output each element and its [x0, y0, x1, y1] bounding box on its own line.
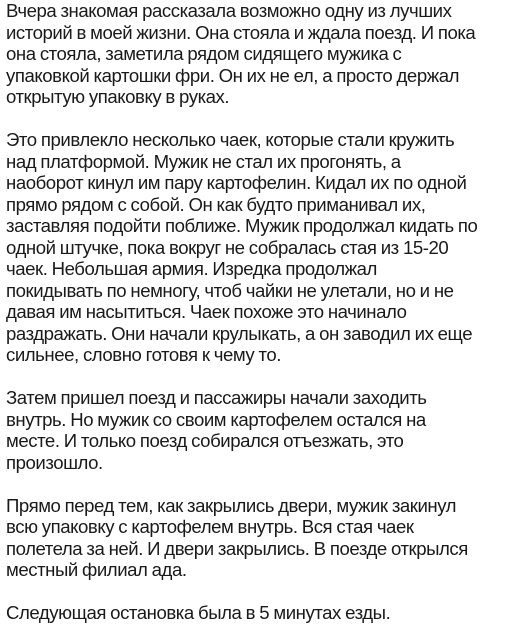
- text-line: сильнее, словно готовя к чему то.: [6, 344, 281, 365]
- text-line: раздражать. Они начали крулыкать, а он заводил их еще: [6, 322, 473, 344]
- text-line: одной штучке, пока вокруг не собралась стая из 15-20: [6, 236, 449, 258]
- text-line: полетела за ней. И двери закрылись. В поезде открылся: [6, 537, 468, 559]
- text-line: прямо рядом с собой. Он как будто приманивал их,: [6, 193, 426, 215]
- text-line: покидывать по немногу, чтоб чайки не улетали, но и не: [6, 279, 454, 301]
- paragraph-5: [6, 602, 504, 624]
- paragraph-1: [6, 0, 504, 108]
- text-line: историй в моей жизни. Она стояла и ждала поезд. И пока: [6, 21, 476, 43]
- text-line: заставляя подойти поближе. Мужик продолжал кидать по: [6, 215, 478, 236]
- text-line: над платформой. Мужик не стал их прогонять, а: [6, 150, 401, 172]
- text-line: местный филиал ада.: [6, 559, 187, 580]
- text-line: упаковкой картошки фри. Он их не ел, а просто держал: [6, 64, 459, 86]
- text-line: всю упаковку с картофелем внутрь. Вся стая чаек: [6, 516, 414, 537]
- paragraph-2: [6, 129, 504, 366]
- text-line: открытую упаковку в руках.: [6, 86, 230, 107]
- text-line: Вчера знакомая рассказала возможно одну из лучших: [6, 0, 452, 21]
- text-line: она стояла, заметила рядом сидящего мужика с: [6, 43, 402, 64]
- paragraph-3: [6, 387, 504, 473]
- text-line: Затем пришел поезд и пассажиры начали заходить: [6, 387, 427, 408]
- text-line: месте. И только поезд собирался отъезжать, это: [6, 430, 404, 451]
- paragraph-4: [6, 495, 504, 581]
- text-line: произошло.: [6, 451, 103, 473]
- text-line: Это привлекло несколько чаек, которые стали кружить: [6, 129, 455, 150]
- text-line: внутрь. Но мужик со своим картофелем остался на: [6, 408, 426, 430]
- paragraph-gap: [6, 366, 504, 388]
- paragraph-gap: [6, 473, 504, 495]
- text-line: Следующая остановка была в 5 минутах езды.: [6, 602, 391, 623]
- text-line: давая им насытиться. Чаек похоже это начинало: [6, 301, 407, 322]
- paragraph-gap: [6, 108, 504, 130]
- text-line: Прямо перед тем, как закрылись двери, мужик закинул: [6, 494, 457, 516]
- paragraph-gap: [6, 581, 504, 603]
- text-line: наоборот кинул им пару картофелин. Кидал их по одной: [6, 172, 467, 193]
- text-line: чаек. Небольшая армия. Изредка продолжал: [6, 258, 377, 279]
